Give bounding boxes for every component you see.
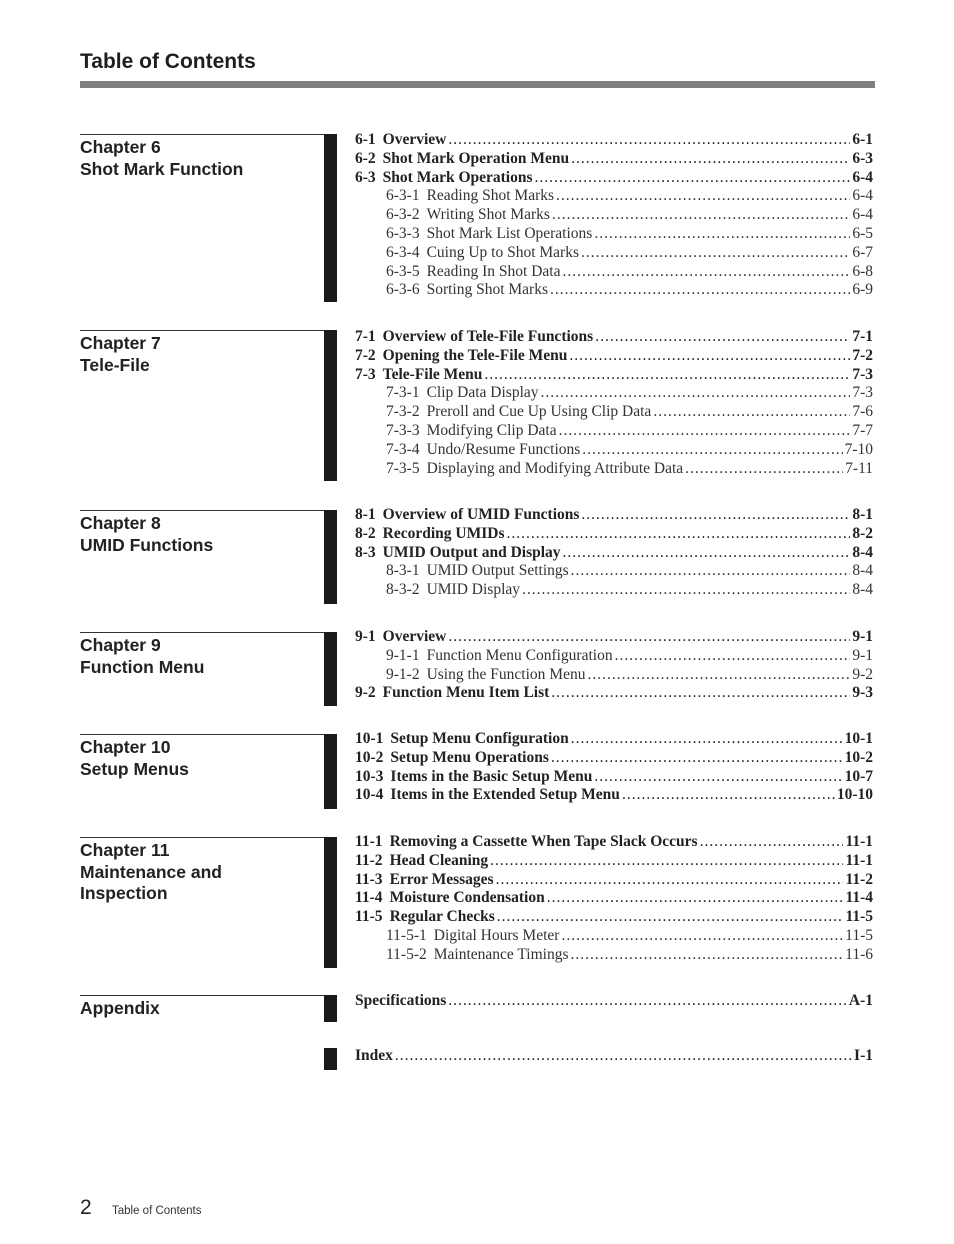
toc-entry-page: 6-9	[852, 281, 873, 299]
toc-entry-page: 10-1	[844, 730, 873, 747]
dot-leader	[541, 384, 851, 403]
toc-entry-page: 7-10	[844, 440, 873, 458]
toc-entry-number: 11-4	[355, 889, 383, 907]
toc-entry-title: Cuing Up to Shot Marks	[426, 243, 580, 261]
toc-entry[interactable]	[355, 946, 873, 965]
dot-leader	[569, 347, 850, 366]
toc-entry-title: Preroll and Cue Up Using Clip Data	[426, 403, 652, 421]
toc-entry-page: 10-7	[844, 767, 873, 785]
toc-entry[interactable]	[355, 684, 873, 703]
toc-entry-page: A-1	[848, 992, 873, 1009]
chapter-heading	[80, 513, 320, 556]
dot-leader	[448, 628, 850, 647]
toc-entry[interactable]	[355, 786, 873, 805]
dot-leader	[622, 786, 835, 805]
toc-entry-title: Undo/Resume Functions	[426, 440, 581, 458]
toc-entry[interactable]	[355, 131, 873, 150]
toc-entry-title: Modifying Clip Data	[426, 421, 557, 439]
chapter-heading-line: Chapter 11	[80, 840, 170, 860]
toc-entry-page: 7-1	[852, 328, 873, 345]
chapter-rule	[80, 510, 335, 511]
chapter-heading-line: Function Menu	[80, 656, 205, 677]
toc-entry-title: Tele-File Menu	[382, 365, 483, 383]
toc-entry-title: Function Menu Item List	[382, 684, 550, 702]
dot-leader	[522, 581, 850, 600]
dot-leader	[547, 889, 844, 908]
toc-entry-number: 7-3-2	[386, 403, 420, 421]
toc-entry-page: 11-5	[845, 926, 873, 944]
toc-entry-list	[355, 833, 873, 965]
dot-leader	[561, 927, 843, 946]
dot-leader	[594, 768, 842, 787]
footer-label: Table of Contents	[112, 1205, 202, 1217]
toc-entry-title: Removing a Cassette When Tape Slack Occurs	[389, 833, 698, 850]
toc-entry[interactable]	[355, 927, 873, 946]
toc-entry[interactable]	[355, 150, 873, 169]
toc-entry-list	[355, 131, 873, 300]
toc-entry-page: 8-1	[852, 506, 873, 523]
chapter-heading	[80, 998, 320, 1020]
toc-entry-number: 6-3-4	[386, 243, 420, 261]
chapter-heading-line: Chapter 9	[80, 635, 161, 655]
toc-entry-number: 7-3-5	[386, 459, 420, 477]
dot-leader	[582, 441, 842, 460]
chapter-tab-bar	[324, 837, 337, 968]
toc-entry-title: Clip Data Display	[426, 384, 539, 402]
toc-entry-list	[355, 328, 873, 478]
toc-entry[interactable]	[355, 244, 873, 263]
toc-entry-page: 7-6	[852, 403, 873, 421]
dot-leader	[448, 992, 847, 1011]
dot-leader	[551, 684, 850, 703]
toc-entry-title: Setup Menu Operations	[390, 748, 549, 766]
toc-entry-title: Opening the Tele-File Menu	[382, 346, 568, 364]
toc-entry[interactable]	[355, 908, 873, 927]
toc-entry-title: Moisture Condensation	[389, 889, 545, 907]
title-rule	[80, 81, 875, 88]
toc-entry[interactable]	[355, 852, 873, 871]
toc-entry-number: 11-1	[355, 833, 383, 850]
toc-entry-title: Reading Shot Marks	[426, 187, 555, 205]
toc-entry-page: 6-4	[852, 187, 873, 205]
toc-entry[interactable]	[355, 647, 873, 666]
toc-entry-page: 11-1	[845, 851, 873, 869]
chapter-heading	[80, 635, 320, 678]
dot-leader	[535, 169, 851, 188]
dot-leader	[595, 328, 850, 347]
toc-entry-title: Shot Mark List Operations	[426, 224, 593, 242]
chapter-heading-line: UMID Functions	[80, 534, 214, 555]
dot-leader	[562, 263, 850, 282]
toc-entry-title: Head Cleaning	[389, 851, 489, 869]
chapter-rule	[80, 837, 335, 838]
chapter-tab-bar	[324, 995, 337, 1022]
dot-leader	[559, 422, 851, 441]
toc-entry-number: 7-3-4	[386, 440, 420, 458]
chapter-heading	[80, 137, 320, 180]
toc-entry-page: 7-2	[852, 346, 873, 364]
dot-leader	[448, 131, 850, 150]
toc-entry-title: UMID Display	[426, 581, 521, 599]
chapter-tab-bar	[324, 734, 337, 809]
dot-leader	[571, 946, 844, 965]
toc-entry[interactable]	[355, 263, 873, 282]
chapter-heading	[80, 333, 320, 376]
toc-entry[interactable]	[355, 749, 873, 768]
toc-entry-page: 8-4	[852, 581, 873, 599]
toc-entry-page: 11-1	[845, 833, 873, 850]
toc-entry-page: 8-2	[852, 524, 873, 542]
toc-entry[interactable]	[355, 666, 873, 685]
toc-entry-title: Sorting Shot Marks	[426, 281, 549, 299]
chapter-heading-line: Maintenance and	[80, 861, 222, 882]
chapter-heading-line: Shot Mark Function	[80, 158, 244, 179]
toc-entry-title: Overview	[382, 131, 447, 148]
toc-entry[interactable]	[355, 581, 873, 600]
toc-entry-title: Error Messages	[389, 870, 494, 888]
toc-entry[interactable]	[355, 366, 873, 385]
dot-leader	[497, 908, 844, 927]
dot-leader	[571, 730, 843, 749]
dot-leader	[552, 206, 850, 225]
toc-entry-page: 6-3	[852, 149, 873, 167]
dot-leader	[556, 187, 850, 206]
dot-leader	[571, 562, 851, 581]
toc-entry-page: I-1	[854, 1047, 873, 1064]
toc-entry-title: Index	[355, 1047, 393, 1064]
toc-entry-title: Writing Shot Marks	[426, 206, 550, 224]
toc-entry-page: 6-7	[852, 243, 873, 261]
toc-entry-title: Items in the Extended Setup Menu	[390, 786, 620, 804]
toc-entry[interactable]	[355, 384, 873, 403]
toc-entry-number: 8-3	[355, 543, 376, 561]
dot-leader	[496, 871, 844, 890]
toc-entry-page: 7-11	[845, 459, 873, 477]
toc-entry-page: 6-1	[852, 131, 873, 148]
toc-entry-page: 10-2	[844, 748, 873, 766]
toc-entry-page: 9-1	[852, 628, 873, 645]
chapter-tab-bar	[324, 632, 337, 706]
toc-entry-title: Digital Hours Meter	[433, 926, 560, 944]
chapter-heading-line: Chapter 6	[80, 137, 161, 157]
footer-page-number: 2	[80, 1196, 92, 1219]
chapter-heading-line: Inspection	[80, 883, 168, 903]
toc-entry[interactable]	[355, 562, 873, 581]
toc-entry-number: 8-3-2	[386, 581, 420, 599]
toc-entry-number: 8-1	[355, 506, 376, 523]
toc-entry-number: 6-3-6	[386, 281, 420, 299]
dot-leader	[615, 647, 851, 666]
toc-entry-number: 7-3-3	[386, 421, 420, 439]
dot-leader	[653, 403, 850, 422]
toc-entry-number: 9-1-2	[386, 665, 420, 683]
page-title: Table of Contents	[80, 50, 256, 73]
toc-entry-page: 7-3	[852, 384, 873, 402]
chapter-rule	[80, 134, 335, 135]
chapter-heading-line: Chapter 10	[80, 737, 171, 757]
toc-entry[interactable]	[355, 992, 873, 1011]
toc-entry[interactable]	[355, 169, 873, 188]
toc-entry[interactable]	[355, 225, 873, 244]
chapter-tab-bar	[324, 1048, 337, 1070]
toc-entry[interactable]	[355, 506, 873, 525]
dot-leader	[395, 1047, 852, 1066]
toc-entry-number: 6-1	[355, 131, 376, 148]
toc-entry[interactable]	[355, 628, 873, 647]
dot-leader	[700, 833, 844, 852]
toc-entry[interactable]	[355, 768, 873, 787]
toc-entry-number: 10-2	[355, 748, 384, 766]
toc-entry-title: Reading In Shot Data	[426, 262, 561, 280]
toc-entry[interactable]	[355, 422, 873, 441]
chapter-heading-line: Chapter 7	[80, 333, 161, 353]
toc-entry-title: Setup Menu Configuration	[390, 730, 569, 747]
toc-entry-number: 11-5	[355, 908, 383, 926]
toc-entry-number: 7-1	[355, 328, 376, 345]
toc-entry-title: Items in the Basic Setup Menu	[390, 767, 593, 785]
toc-entry-title: Maintenance Timings	[433, 945, 569, 963]
chapter-heading	[80, 737, 320, 780]
toc-entry-page: 8-4	[852, 543, 873, 561]
chapter-rule	[80, 330, 335, 331]
chapter-heading-line: Setup Menus	[80, 758, 189, 779]
toc-entry-title: Using the Function Menu	[426, 665, 586, 683]
toc-entry-title: Shot Mark Operations	[382, 168, 533, 186]
toc-entry-number: 11-5-2	[386, 945, 427, 963]
toc-entry-number: 6-3-2	[386, 206, 420, 224]
toc-entry-page: 9-2	[852, 665, 873, 683]
dot-leader	[507, 525, 851, 544]
toc-entry-number: 10-1	[355, 730, 384, 747]
toc-entry-number: 6-3	[355, 168, 376, 186]
chapter-tab-bar	[324, 330, 337, 481]
toc-entry-list	[355, 992, 873, 1011]
toc-entry-page: 9-3	[852, 684, 873, 702]
toc-entry-page: 11-5	[845, 908, 873, 926]
toc-entry-number: 8-3-1	[386, 562, 420, 580]
toc-entry[interactable]	[355, 833, 873, 852]
toc-entry-page: 6-4	[852, 206, 873, 224]
toc-entry-number: 7-3	[355, 365, 376, 383]
dot-leader	[571, 150, 850, 169]
chapter-heading	[80, 840, 320, 905]
toc-entry-number: 6-2	[355, 149, 376, 167]
toc-entry-title: UMID Output and Display	[382, 543, 561, 561]
toc-entry[interactable]	[355, 460, 873, 479]
toc-entry-number: 9-1-1	[386, 646, 420, 664]
toc-entry[interactable]	[355, 347, 873, 366]
toc-entry-number: 6-3-3	[386, 224, 420, 242]
toc-entry[interactable]	[355, 1047, 873, 1066]
toc-entry-title: Overview of Tele-File Functions	[382, 328, 594, 345]
toc-entry-page: 7-7	[852, 421, 873, 439]
toc-entry[interactable]	[355, 441, 873, 460]
toc-entry-number: 11-5-1	[386, 926, 427, 944]
toc-entry-page: 11-6	[845, 945, 873, 963]
chapter-heading-line: Chapter 8	[80, 513, 161, 533]
dot-leader	[550, 281, 850, 300]
toc-entry-list	[355, 730, 873, 805]
toc-entry[interactable]	[355, 281, 873, 300]
toc-entry-page: 9-1	[852, 646, 873, 664]
toc-entry-number: 8-2	[355, 524, 376, 542]
chapter-heading-line: Appendix	[80, 998, 160, 1018]
toc-entry-number: 6-3-1	[386, 187, 420, 205]
dot-leader	[587, 666, 850, 685]
toc-entry-list	[355, 506, 873, 600]
toc-entry-page: 6-8	[852, 262, 873, 280]
toc-entry[interactable]	[355, 871, 873, 890]
toc-entry[interactable]	[355, 889, 873, 908]
toc-entry-title: Displaying and Modifying Attribute Data	[426, 459, 684, 477]
toc-entry[interactable]	[355, 328, 873, 347]
toc-entry-page: 6-4	[852, 168, 873, 186]
toc-entry-page: 10-10	[836, 786, 873, 804]
toc-entry-number: 10-3	[355, 767, 384, 785]
toc-entry-page: 11-2	[845, 870, 873, 888]
chapter-rule	[80, 995, 335, 996]
dot-leader	[581, 244, 850, 263]
dot-leader	[563, 544, 851, 563]
toc-entry[interactable]	[355, 403, 873, 422]
toc-entry-title: Overview of UMID Functions	[382, 506, 580, 523]
toc-entry-title: Overview	[382, 628, 447, 645]
toc-entry-title: Regular Checks	[389, 908, 495, 926]
chapter-tab-bar	[324, 134, 337, 302]
toc-entry-number: 11-3	[355, 870, 383, 888]
dot-leader	[581, 506, 850, 525]
toc-entry-title: Function Menu Configuration	[426, 646, 613, 664]
chapter-tab-bar	[324, 510, 337, 604]
toc-entry[interactable]	[355, 187, 873, 206]
toc-entry-title: UMID Output Settings	[426, 562, 569, 580]
toc-entry-page: 7-3	[852, 365, 873, 383]
toc-entry[interactable]	[355, 206, 873, 225]
toc-entry-number: 9-2	[355, 684, 376, 702]
dot-leader	[490, 852, 843, 871]
toc-entry-title: Shot Mark Operation Menu	[382, 149, 570, 167]
toc-entry-number: 11-2	[355, 851, 383, 869]
chapter-rule	[80, 632, 335, 633]
toc-entry-number: 7-2	[355, 346, 376, 364]
toc-entry[interactable]	[355, 730, 873, 749]
toc-entry[interactable]	[355, 525, 873, 544]
toc-entry-number: 7-3-1	[386, 384, 420, 402]
toc-entry-page: 6-5	[852, 224, 873, 242]
toc-entry-title: Recording UMIDs	[382, 524, 505, 542]
toc-entry-list	[355, 1047, 873, 1066]
chapter-heading-line: Tele-File	[80, 354, 150, 375]
dot-leader	[551, 749, 843, 768]
toc-entry-number: 10-4	[355, 786, 384, 804]
toc-entry-number: 9-1	[355, 628, 376, 645]
toc-entry-title: Specifications	[355, 992, 447, 1009]
toc-entry-page: 8-4	[852, 562, 873, 580]
toc-entry[interactable]	[355, 544, 873, 563]
dot-leader	[685, 460, 843, 479]
dot-leader	[594, 225, 850, 244]
chapter-rule	[80, 734, 335, 735]
toc-entry-page: 11-4	[845, 889, 873, 907]
toc-entry-number: 6-3-5	[386, 262, 420, 280]
toc-entry-list	[355, 628, 873, 703]
dot-leader	[484, 366, 850, 385]
